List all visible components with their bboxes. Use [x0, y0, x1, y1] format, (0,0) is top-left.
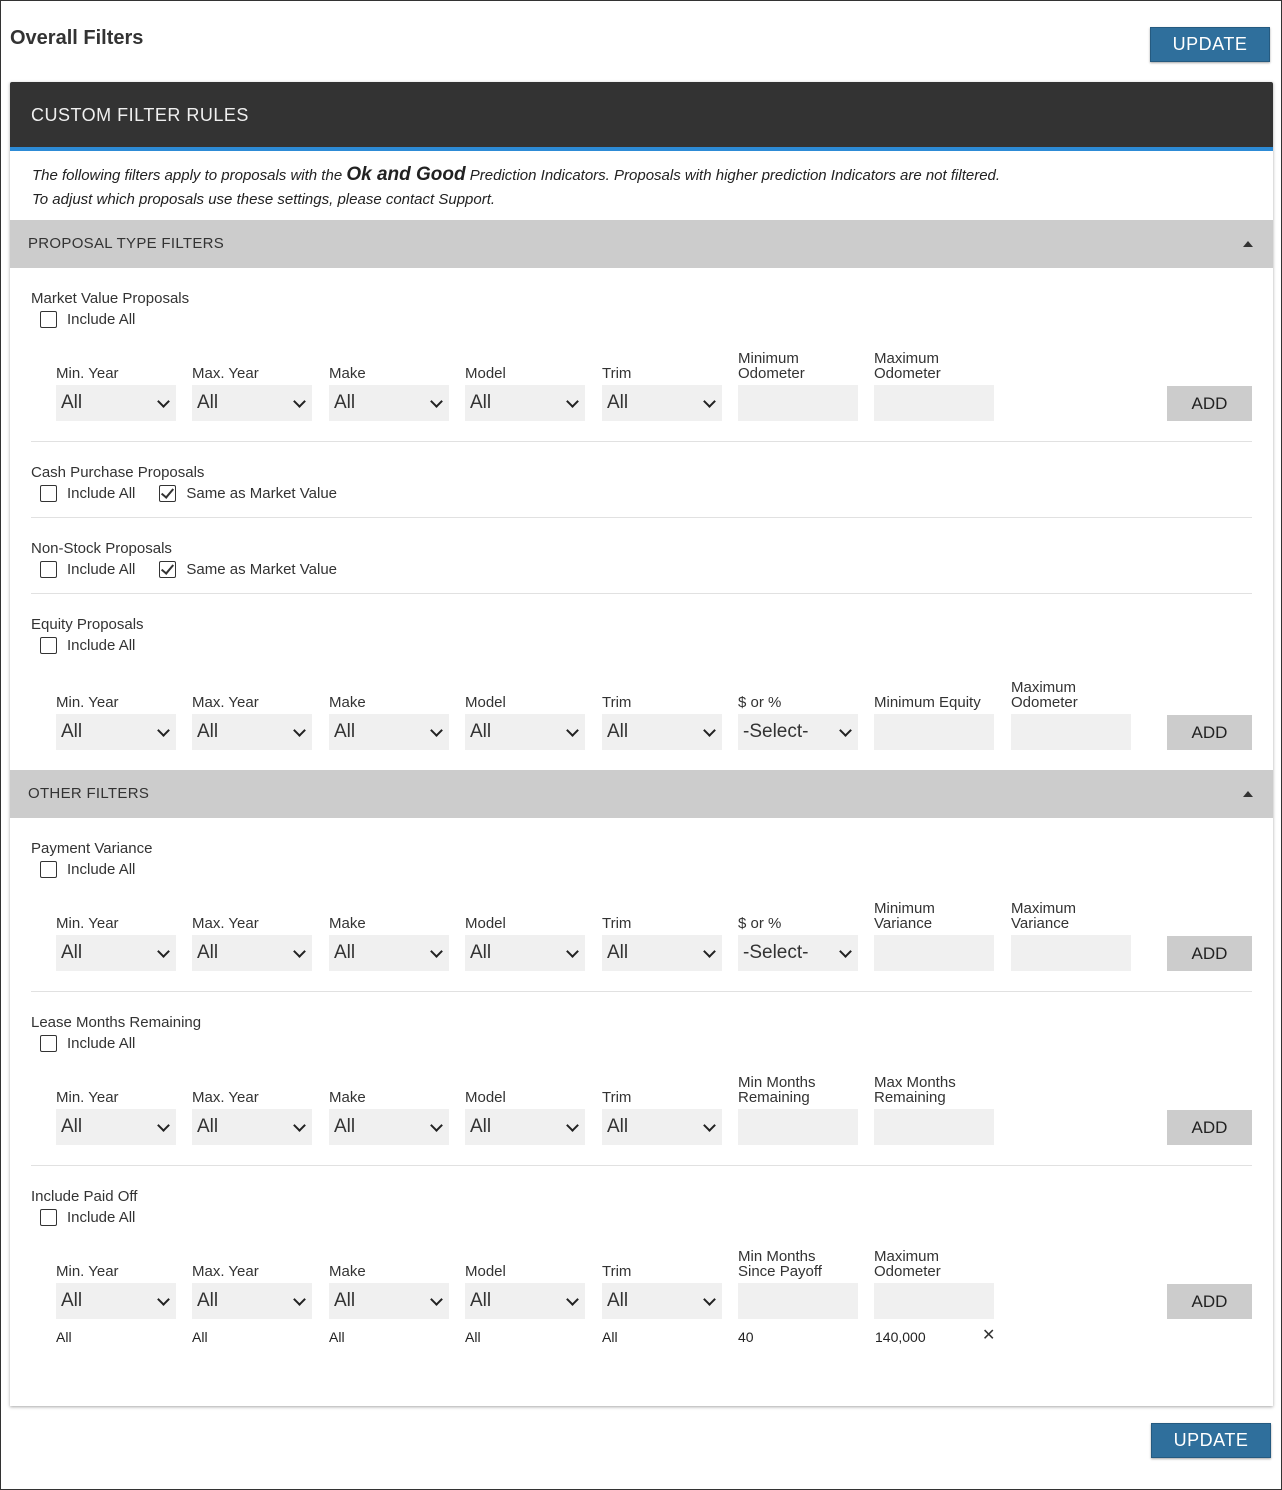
- checkbox-label: Include All: [67, 636, 136, 654]
- include-all-checkbox[interactable]: [31, 561, 135, 578]
- field-label: Max. Year: [192, 694, 259, 711]
- group-market-value: [31, 268, 1252, 442]
- chevron-down-icon: [293, 1293, 306, 1306]
- field-label: Minimum Equity: [874, 694, 981, 711]
- field-label: Max. Year: [192, 365, 259, 382]
- chevron-down-icon: [293, 945, 306, 958]
- checkbox-label: Same as Market Value: [186, 484, 338, 502]
- group-title: Payment Variance: [31, 840, 153, 857]
- select-value: All: [334, 392, 356, 413]
- add-button[interactable]: ADD: [1167, 715, 1252, 750]
- select-value: All: [197, 392, 219, 413]
- chevron-down-icon: [430, 1293, 443, 1306]
- chevron-down-icon: [566, 1293, 579, 1306]
- field-label: Min. Year: [56, 365, 119, 382]
- group-title: Cash Purchase Proposals: [31, 464, 205, 481]
- add-button[interactable]: ADD: [1167, 1284, 1252, 1319]
- field-label: Maximum Odometer: [874, 350, 941, 382]
- checkbox-label: Include All: [67, 1208, 136, 1226]
- minimum-variance-input[interactable]: [874, 935, 994, 971]
- custom-filter-rules-panel: [10, 82, 1273, 1406]
- group-title: Lease Months Remaining: [31, 1014, 202, 1031]
- min-year-select[interactable]: [56, 1109, 176, 1145]
- include-all-checkbox[interactable]: [31, 1209, 135, 1226]
- chevron-down-icon: [293, 1119, 306, 1132]
- max-year-select[interactable]: [192, 714, 312, 750]
- notice-strong: Ok and Good: [346, 164, 466, 185]
- close-icon[interactable]: ✕: [982, 1327, 996, 1344]
- checkbox-box[interactable]: [40, 637, 57, 654]
- filter-row: [31, 1054, 1252, 1165]
- min-year-select[interactable]: [56, 1283, 176, 1319]
- chevron-down-icon: [566, 1119, 579, 1132]
- rule-make: All: [329, 1329, 345, 1345]
- field-label: Make: [329, 1089, 366, 1106]
- select-value: -Select-: [743, 942, 809, 963]
- rule-trim: All: [602, 1329, 618, 1345]
- filter-row: [31, 1228, 1252, 1329]
- field-label: $ or %: [738, 915, 782, 932]
- add-button[interactable]: ADD: [1167, 936, 1252, 971]
- chevron-down-icon: [839, 724, 852, 737]
- chevron-down-icon: [157, 1119, 170, 1132]
- field-label: Min. Year: [56, 694, 119, 711]
- checkbox-box[interactable]: [40, 485, 57, 502]
- select-value: All: [470, 392, 492, 413]
- chevron-down-icon: [566, 724, 579, 737]
- chevron-down-icon: [839, 945, 852, 958]
- maximum-odometer-input[interactable]: [874, 1283, 994, 1319]
- select-value: All: [197, 942, 219, 963]
- model-select[interactable]: [465, 1283, 585, 1319]
- field-label: Min Months Since Payoff: [738, 1248, 822, 1280]
- checkbox-label: Include All: [67, 484, 136, 502]
- chevron-down-icon: [157, 1293, 170, 1306]
- maximum-odometer-input[interactable]: [874, 385, 994, 421]
- trim-select[interactable]: [602, 1109, 722, 1145]
- select-value: All: [470, 721, 492, 742]
- model-select[interactable]: [465, 935, 585, 971]
- field-label: Min Months Remaining: [738, 1074, 816, 1106]
- make-select[interactable]: [329, 1283, 449, 1319]
- make-select[interactable]: [329, 385, 449, 421]
- group-equity: [31, 594, 1252, 770]
- checkbox-label: Include All: [67, 1034, 136, 1052]
- field-label: Max. Year: [192, 1263, 259, 1280]
- group-title: Equity Proposals: [31, 616, 144, 633]
- min-months-since-payoff-input[interactable]: [738, 1283, 858, 1319]
- notice-suffix: Prediction Indicators. Proposals with higher prediction Indicators are not filtered.: [465, 167, 1001, 184]
- trim-select[interactable]: [602, 385, 722, 421]
- max-year-select[interactable]: [192, 1109, 312, 1145]
- rule-max-odometer: 140,000: [875, 1329, 926, 1345]
- add-button[interactable]: ADD: [1167, 386, 1252, 421]
- select-value: All: [61, 392, 83, 413]
- model-select[interactable]: [465, 385, 585, 421]
- select-value: All: [607, 392, 629, 413]
- field-label: Model: [465, 365, 506, 382]
- field-label: Minimum Odometer: [738, 350, 805, 382]
- chevron-down-icon: [703, 1293, 716, 1306]
- field-label: $ or %: [738, 694, 782, 711]
- max-months-remaining-input[interactable]: [874, 1109, 994, 1145]
- make-select[interactable]: [329, 1109, 449, 1145]
- dollar-or-percent-select[interactable]: [738, 714, 858, 750]
- chevron-down-icon: [430, 945, 443, 958]
- select-value: All: [607, 942, 629, 963]
- model-select[interactable]: [465, 1109, 585, 1145]
- section-header-other[interactable]: [10, 770, 1273, 818]
- field-label: Max. Year: [192, 1089, 259, 1106]
- select-value: All: [334, 721, 356, 742]
- minimum-equity-input[interactable]: [874, 714, 994, 750]
- include-all-checkbox[interactable]: [31, 311, 135, 328]
- notice-text: [10, 151, 1273, 220]
- chevron-down-icon: [293, 395, 306, 408]
- field-label: Model: [465, 694, 506, 711]
- select-value: All: [334, 1116, 356, 1137]
- select-value: All: [61, 942, 83, 963]
- select-value: All: [197, 721, 219, 742]
- rule-max-year: All: [192, 1329, 208, 1345]
- update-button-bottom[interactable]: UPDATE: [1151, 1423, 1271, 1458]
- field-label: Make: [329, 915, 366, 932]
- trim-select[interactable]: [602, 714, 722, 750]
- chevron-down-icon: [566, 945, 579, 958]
- add-button[interactable]: ADD: [1167, 1110, 1252, 1145]
- group-lease-months-remaining: [31, 992, 1252, 1166]
- field-label: Model: [465, 1089, 506, 1106]
- checkbox-box[interactable]: [40, 1035, 57, 1052]
- chevron-down-icon: [293, 724, 306, 737]
- field-label: Make: [329, 694, 366, 711]
- caret-up-icon[interactable]: [1243, 241, 1253, 247]
- update-button-top[interactable]: UPDATE: [1150, 27, 1270, 62]
- select-value: -Select-: [743, 721, 809, 742]
- checkbox-box[interactable]: [40, 861, 57, 878]
- filter-row: [31, 880, 1252, 991]
- field-label: Trim: [602, 1089, 632, 1106]
- notice-prefix: The following filters apply to proposals with the: [32, 167, 347, 184]
- caret-up-icon[interactable]: [1243, 791, 1253, 797]
- select-value: All: [334, 942, 356, 963]
- field-label: Trim: [602, 1263, 632, 1280]
- max-year-select[interactable]: [192, 385, 312, 421]
- field-label: Max. Year: [192, 915, 259, 932]
- select-value: All: [470, 942, 492, 963]
- select-value: All: [61, 721, 83, 742]
- saved-rule-row: [31, 1329, 1252, 1373]
- select-value: All: [197, 1116, 219, 1137]
- field-label: Make: [329, 1263, 366, 1280]
- field-label: Model: [465, 915, 506, 932]
- field-label: Trim: [602, 365, 632, 382]
- filter-row: [31, 330, 1252, 441]
- select-value: All: [470, 1290, 492, 1311]
- minimum-odometer-input[interactable]: [738, 385, 858, 421]
- section-title: PROPOSAL TYPE FILTERS: [28, 235, 225, 252]
- chevron-down-icon: [703, 1119, 716, 1132]
- same-as-market-value-checkbox[interactable]: [159, 485, 337, 502]
- group-title: Include Paid Off: [31, 1188, 138, 1205]
- field-label: Min. Year: [56, 1089, 119, 1106]
- select-value: All: [607, 1116, 629, 1137]
- group-cash-purchase: [31, 442, 1252, 518]
- filter-row: [31, 656, 1252, 770]
- select-value: All: [197, 1290, 219, 1311]
- field-label: Maximum Odometer: [874, 1248, 941, 1280]
- group-title: Non-Stock Proposals: [31, 540, 172, 557]
- field-label: Max Months Remaining: [874, 1074, 956, 1106]
- checkbox-box[interactable]: [40, 1209, 57, 1226]
- page-title: Overall Filters: [10, 27, 144, 49]
- checkbox-box-checked[interactable]: [159, 485, 176, 502]
- include-all-checkbox[interactable]: [31, 637, 135, 654]
- chevron-down-icon: [430, 395, 443, 408]
- rule-min-months: 40: [738, 1329, 754, 1345]
- include-all-checkbox[interactable]: [31, 861, 135, 878]
- select-value: All: [334, 1290, 356, 1311]
- min-year-select[interactable]: [56, 714, 176, 750]
- top-bar: [1, 1, 1281, 83]
- checkbox-box[interactable]: [40, 561, 57, 578]
- field-label: Model: [465, 1263, 506, 1280]
- checkbox-box[interactable]: [40, 311, 57, 328]
- panel-header: CUSTOM FILTER RULES: [10, 82, 1273, 151]
- max-year-select[interactable]: [192, 1283, 312, 1319]
- chevron-down-icon: [157, 724, 170, 737]
- dollar-or-percent-select[interactable]: [738, 935, 858, 971]
- group-non-stock: [31, 518, 1252, 594]
- model-select[interactable]: [465, 714, 585, 750]
- group-payment-variance: [31, 818, 1252, 992]
- checkbox-box-checked[interactable]: [159, 561, 176, 578]
- maximum-variance-input[interactable]: [1011, 935, 1131, 971]
- field-label: Min. Year: [56, 915, 119, 932]
- chevron-down-icon: [157, 945, 170, 958]
- field-label: Make: [329, 365, 366, 382]
- checkbox-label: Include All: [67, 860, 136, 878]
- trim-select[interactable]: [602, 1283, 722, 1319]
- include-all-checkbox[interactable]: [31, 1035, 135, 1052]
- min-year-select[interactable]: [56, 935, 176, 971]
- chevron-down-icon: [430, 724, 443, 737]
- select-value: All: [607, 1290, 629, 1311]
- select-value: All: [470, 1116, 492, 1137]
- chevron-down-icon: [703, 395, 716, 408]
- field-label: Trim: [602, 915, 632, 932]
- rule-min-year: All: [56, 1329, 72, 1345]
- trim-select[interactable]: [602, 935, 722, 971]
- checkbox-label: Same as Market Value: [186, 560, 338, 578]
- select-value: All: [61, 1290, 83, 1311]
- same-as-market-value-checkbox[interactable]: [159, 561, 337, 578]
- select-value: All: [61, 1116, 83, 1137]
- checkbox-label: Include All: [67, 560, 136, 578]
- chevron-down-icon: [703, 945, 716, 958]
- chevron-down-icon: [430, 1119, 443, 1132]
- field-label: Min. Year: [56, 1263, 119, 1280]
- section-title: OTHER FILTERS: [28, 785, 150, 802]
- chevron-down-icon: [703, 724, 716, 737]
- max-year-select[interactable]: [192, 935, 312, 971]
- field-label: Minimum Variance: [874, 900, 935, 932]
- chevron-down-icon: [157, 395, 170, 408]
- min-year-select[interactable]: [56, 385, 176, 421]
- checkbox-label: Include All: [67, 310, 136, 328]
- field-label: Maximum Variance: [1011, 900, 1077, 932]
- group-include-paid-off: [31, 1166, 1252, 1373]
- rule-model: All: [465, 1329, 481, 1345]
- field-label: Trim: [602, 694, 632, 711]
- chevron-down-icon: [566, 395, 579, 408]
- make-select[interactable]: [329, 714, 449, 750]
- make-select[interactable]: [329, 935, 449, 971]
- field-label: Maximum Odometer: [1011, 679, 1078, 711]
- include-all-checkbox[interactable]: [31, 485, 135, 502]
- section-header-proposal-type[interactable]: [10, 220, 1273, 268]
- notice-line2: To adjust which proposals use these settings, please contact Support.: [32, 191, 496, 208]
- group-title: Market Value Proposals: [31, 290, 190, 307]
- maximum-odometer-input[interactable]: [1011, 714, 1131, 750]
- select-value: All: [607, 721, 629, 742]
- min-months-remaining-input[interactable]: [738, 1109, 858, 1145]
